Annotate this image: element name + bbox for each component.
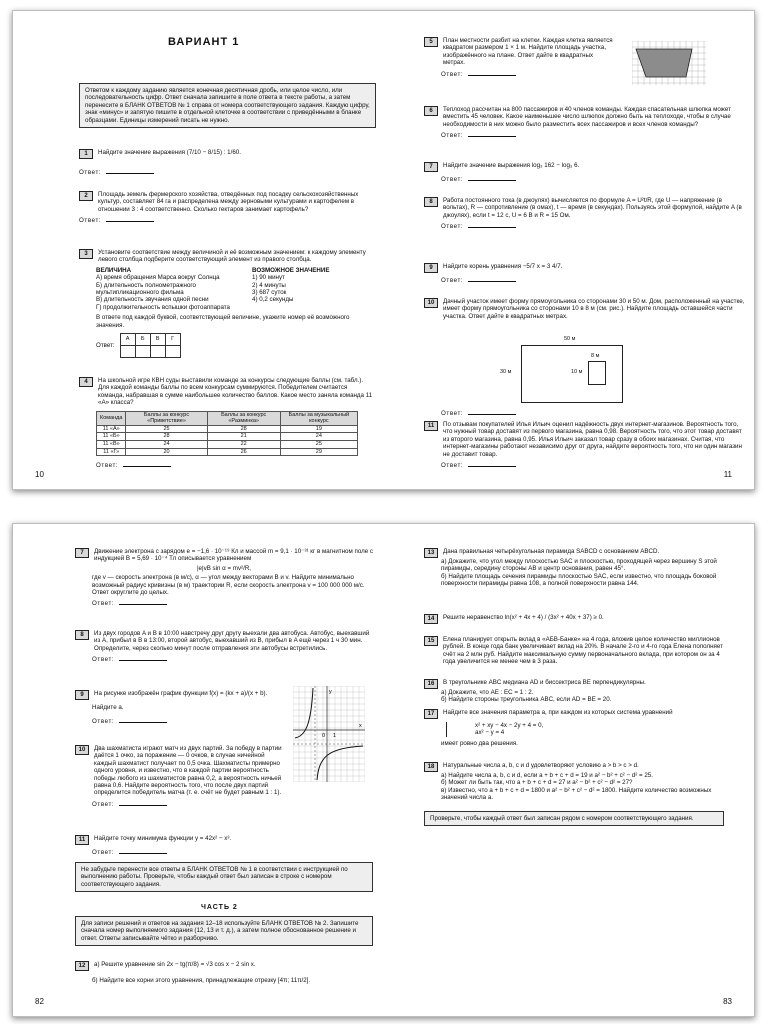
question-number: 7 (424, 162, 438, 172)
page-11 (384, 11, 754, 489)
question-number: 5 (424, 37, 438, 47)
question-number: 7 (75, 548, 89, 558)
plot-shape (636, 49, 692, 77)
equation: x² + xy − 4x − 2y + 4 = 0, (475, 722, 544, 729)
question-text: Найдите корень уравнения −5/7 x = 3 4/7. (443, 263, 563, 270)
question-text: В треугольнике ABC медиана AD и биссектриса BE перпендикулярны. (443, 679, 646, 686)
question-12 (75, 961, 373, 984)
question-part-c: в) Известно, что a + b + c + d = 1800 и a² − b² + c² − d² = 1800. Найдите количество возможных значений числа a. (441, 786, 712, 802)
table-header: Команда (97, 411, 126, 425)
question-part-a: а) Найдите числа a, b, c и d, если a + b + c + d = 19 и a² − b² + c² − d² = 25. (441, 772, 653, 779)
question-10 (424, 298, 746, 320)
question-1 (79, 149, 373, 176)
question-9 (75, 690, 285, 726)
question-footer: В ответе под каждой буквой, соответствующей величине, укажите номер её возможного значения. (96, 314, 350, 329)
left-item: Г) продолжительность вспышки фотоаппарата (96, 303, 231, 311)
question-number: 10 (75, 745, 89, 755)
question-13 (424, 548, 724, 588)
question-2 (79, 191, 373, 225)
question-number: 8 (424, 197, 438, 207)
tick-label: 1 (333, 733, 337, 739)
matching-columns (79, 267, 373, 311)
axis-label-x: x (359, 723, 362, 729)
question-text: Решите неравенство ln(x² + 4x + 4) / (3x² + 40x + 37) ≥ 0. (443, 614, 604, 621)
grid-letter: Г (165, 334, 180, 346)
question-sub: Найдите a. (92, 704, 124, 711)
formula: |e|vB sin α = mv²/R, (196, 564, 252, 572)
table-header: Баллы за конкурс «Разминка» (207, 411, 280, 425)
check-reminder-box: Проверьте, чтобы каждый ответ был записан рядом с номером соответствующего задания. (424, 811, 724, 826)
grid-letter: А (120, 334, 135, 346)
question-5 (424, 37, 614, 78)
question-text: Найдите значение выражения (7/10 − 8/15) : 1/60. (98, 149, 241, 156)
question-10 (75, 745, 287, 808)
answer-line[interactable]: Ответ: (441, 409, 516, 417)
question-number: 9 (424, 263, 438, 273)
question-text: План местности разбит на клетки. Каждая клетка является квадратом размером 1 × 1 м. Найдите площадь участка, изображённого на плане. Ответ дайте в квадратных метрах. (443, 37, 613, 67)
question-7 (424, 162, 746, 183)
axis-label-y: y (329, 689, 332, 695)
variant-title: ВАРИАНТ 1 (168, 36, 240, 48)
question-6 (424, 106, 746, 140)
question-text: Дачный участок имеет форму прямоугольника со сторонами 30 и 50 м. Дом, расположенный на участке, имеет форму прямоугольника со сторонами 10 в 8 м (см. рис.). Найдите площадь оставшейся части участка. Ответ дайте в квадратных метрах. (443, 298, 745, 320)
grid-cell[interactable] (120, 346, 135, 358)
question-text: Натуральные числа a, b, c и d удовлетворяют условию a > b > c > d. (443, 762, 639, 769)
answer-line[interactable]: Ответ: (424, 175, 746, 183)
answer-line[interactable]: Ответ: (75, 717, 285, 725)
page-number: 82 (35, 997, 44, 1006)
grid-cell[interactable] (150, 346, 165, 358)
question-number: 8 (75, 630, 89, 640)
right-item: 1) 90 минут (252, 274, 285, 282)
question-text: Два шахматиста играют матч из двух партий. За победу в партии даётся 1 очко, за поражение — 0 очков, в случае ничейной каждый шахматист получает по 0,5 очка. Шахматисты примерно одного уровня, и известно, что в каждой партии вероятность победы любого из шахматистов равна 0,2, а вероятность ничьей равна 0,6. Найдите вероятность того, что после двух партий определится победитель матча (т. е. счёт не будет равным 1 : 1). (94, 745, 282, 797)
grid-cell[interactable] (135, 346, 150, 358)
question-text: Установите соответствие между величиной и её возможным значением: к каждому элементу левого столбца подберите соответствующий элемент из правого столбца. (98, 249, 366, 264)
question-number: 3 (79, 249, 93, 259)
question-9 (424, 263, 746, 284)
question-15 (424, 636, 724, 666)
table-row: 11 «Б» 28 21 24 (97, 433, 358, 441)
question-number: 16 (424, 679, 438, 689)
page-number: 10 (35, 470, 44, 479)
question-text: Теплоход рассчитан на 800 пассажиров и 40 членов команды. Каждая спасательная шлюпка может вместить 45 человек. Какое наименьшее число шлюпок должно быть на теплоходе, чтобы в случае необходимости в них можно было разместить всех пассажиров и всех членов команды? (443, 106, 731, 128)
table-row: 11 «Г» 20 26 29 (97, 448, 358, 456)
question-part-a: а) Докажите, что AE : EC = 1 : 2. (441, 689, 534, 696)
reminder-box: Не забудьте перенести все ответы в БЛАНК ОТВЕТОВ № 1 в соответствии с инструкцией по выполнению работы. Проверьте, чтобы каждый ответ был записан в строке с номером соответствующего задания. (75, 862, 373, 892)
question-text: Площадь земель фермерского хозяйства, отведённых под посадку сельскохозяйственных культур, составляет 84 га и распределена между зерновыми культурами и картофелем в отношении 3 : 4 соответственно. Сколько гектаров занимает картофель? (98, 191, 359, 213)
answer-grid[interactable] (120, 333, 181, 358)
column-header-right: ВОЗМОЖНОЕ ЗНАЧЕНИЕ (252, 266, 330, 274)
answer-line[interactable]: Ответ: (424, 222, 746, 230)
question-number: 6 (424, 106, 438, 116)
question-text: На школьной игре КВН суды выставили команде за конкурсы следующие баллы (см. табл.). Для каждой команды баллы по всем конкурсам суммируются. Победителем считается команда, набравшая в сумме наибольшее количество баллов. Какое место заняла команда 11 «А» класса? (98, 377, 373, 407)
question-part-b: б) Найдите стороны треугольника ABC, если AD = BE = 20. (441, 696, 612, 704)
origin-label: 0 (322, 733, 326, 739)
question-number: 15 (424, 636, 438, 646)
q10-answer (441, 406, 516, 417)
figure-label: 10 м (571, 369, 583, 375)
question-number: 9 (75, 690, 89, 700)
question-7 (75, 548, 373, 608)
question-text: Работа постоянного тока (в джоулях) вычисляется по формуле A = U²t/R, где U — напряжение (в вольтах), R — сопротивление (в омах), t — время (в секундах). Пользуясь этой формулой, найдите A (в джоулях), если t = 12 c, U = 6 В и R = 15 Ом. (443, 197, 742, 219)
grid-letter: Б (135, 334, 150, 346)
question-8 (424, 197, 746, 231)
question-number: 11 (75, 835, 89, 845)
question-number: 17 (424, 709, 438, 719)
question-number: 10 (424, 298, 438, 308)
figure-label: 8 м (591, 353, 600, 359)
graph-grid (293, 686, 365, 782)
part-2-title: ЧАСТЬ 2 (201, 904, 238, 911)
question-number: 4 (79, 377, 93, 387)
table-row: 11 «В» 24 22 25 (97, 441, 358, 449)
book-spread-top (12, 10, 755, 490)
answer-line[interactable]: Ответ: (424, 276, 746, 284)
question-number: 14 (424, 614, 438, 624)
answer-line[interactable]: Ответ: (75, 655, 373, 663)
question-number: 12 (75, 961, 89, 971)
page-number: 83 (723, 997, 732, 1006)
question-16 (424, 679, 724, 704)
question-text: Найдите все значения параметра a, при каждом из которых система уравнений (443, 709, 673, 716)
page-82 (13, 524, 383, 1016)
graph-branch-left (295, 688, 313, 738)
grid-cell[interactable] (165, 346, 180, 358)
left-item: А) время обращения Марса вокруг Солнца (96, 274, 220, 282)
question-part-b: б) Может ли быть так, что a + b + c + d = 27 и a² − b² + c² − d² = 27? (441, 779, 633, 787)
left-item: В) длительность звучания одной песни (96, 296, 209, 304)
answer-line[interactable]: Ответ: (79, 168, 373, 176)
function-graph (293, 686, 365, 782)
question-14 (424, 614, 724, 624)
answer-line[interactable]: Ответ: (424, 461, 746, 469)
question-number: 13 (424, 548, 438, 558)
question-number: 1 (79, 149, 93, 159)
table-row: 11 «А» 25 28 19 (97, 425, 358, 433)
question-text: Из двух городов A и B в 10:00 навстречу друг другу выехали два автобуса. Автобус, выехавший из A, прибыл в B в 13:00, второй автобус, выехавший из B, прибыл в A ещё через 1 ч 30 мин. Определите, через сколько минут после отправления эти автобусы встретились. (94, 630, 370, 652)
question-text: Дана правильная четырёхугольная пирамида SABCD с основанием ABCD. (443, 548, 660, 555)
scores-table (96, 411, 358, 457)
table-header: Баллы за музыкальный конкурс (280, 411, 357, 425)
answer-line[interactable]: Ответ: (424, 131, 746, 139)
question-text: Движение электрона с зарядом e = −1,6 · 10⁻¹⁹ Кл и массой m = 9,1 · 10⁻³¹ кг в магнитном поле с индукцией B = 5,69 · 10⁻⁴ Тл описывается уравнением (94, 548, 373, 563)
part-2-instructions: Для записи решений и ответов на задания 12–18 используйте БЛАНК ОТВЕТОВ № 2. Запишите сначала номер выполняемого задания (12, 13 и т. д.), а затем полное обоснованное решение и ответ. Ответы записывайте чётко и разборчиво. (75, 916, 373, 946)
answer-line[interactable]: Ответ: (75, 848, 373, 856)
question-number: 11 (424, 421, 438, 431)
left-item: Б) длительность полнометражного мультипликационного фильма (96, 281, 196, 297)
house-rectangle (588, 361, 606, 385)
right-item: 3) 687 суток (252, 289, 287, 297)
page-number: 11 (723, 470, 732, 479)
question-text: Елена планирует открыть вклад в «АБВ-Банке» на 4 года, вложив целое количество миллионов рублей. В конце года банк увеличивает вклад на 20%. В начале 2-го и 4-го года Елена пополняет счёт на 2 млн руб. Найдите максимальную сумму первоначального вклада, при котором он за 4 года увеличится не менее чем в 3 раза. (443, 636, 723, 666)
answer-line[interactable]: Ответ: (79, 216, 373, 224)
figure-label: 30 м (500, 369, 512, 375)
grid-letter: В (150, 334, 165, 346)
column-header-left: ВЕЛИЧИНА (96, 266, 132, 274)
question-part-a: а) Докажите, что угол между плоскостью SAC и плоскостью, проходящей через вершину S этой пирамиды, середину стороны AB и центр основания, равен 45°. (441, 558, 717, 573)
graph-branch-right (317, 746, 363, 780)
answer-grid-row: Ответ: А Б В Г (79, 333, 373, 358)
question-17 (424, 709, 724, 747)
page-83 (384, 524, 754, 1016)
question-number: 2 (79, 191, 93, 201)
question-8 (75, 630, 373, 664)
right-item: 2) 4 минуты (252, 281, 286, 289)
answer-line[interactable]: Ответ: (424, 70, 614, 78)
question-text: Найдите точку минимума функции y = 42x² − x³. (94, 835, 232, 842)
question-text: На рисунке изображён график функции f(x) = (kx + a)/(x + b). (94, 690, 268, 697)
instructions-box: Ответом к каждому заданию является конечная десятичная дробь, или целое число, или последовательность цифр. Ответ сначала запишите в поле ответа в тексте работы, а затем перенесите в БЛАНК ОТВЕТОВ № 1 справа от номера соответствующего задания. Каждую цифру, знак «минус» и запятую пишите в отдельной клеточке в соответствии с приведёнными в бланке образцами. Единицы измерений писать не нужно. (79, 83, 376, 128)
question-4 (79, 377, 373, 470)
question-11 (75, 835, 373, 856)
answer-line[interactable]: Ответ: (75, 800, 287, 808)
question-18 (424, 762, 724, 802)
equation: ax² − y = 4 (475, 729, 505, 737)
book-spread-bottom (12, 523, 755, 1017)
equation-system (446, 722, 724, 737)
plot-grid-figure (632, 41, 706, 85)
question-3 (79, 249, 373, 358)
question-text-continued: имеет ровно два решения. (441, 739, 518, 747)
question-part-b: б) Найдите площадь сечения пирамиды плоскостью SAC, если известно, что площадь боковой поверхности пирамиды равна 108, а полной поверхности равна 144. (441, 572, 717, 588)
question-text-a: а) Решите уравнение sin 2x − tg(π/8) = √3 cos x − 2 sin x. (94, 961, 256, 968)
right-item: 4) 0,2 секунды (252, 296, 294, 304)
question-text: По отзывам покупателей Илья Ильич оценил надёжность двух интернет-магазинов. Вероятность того, что нужный товар доставят из первого магазина, равна 0,98. Вероятность того, что этот товар доставят из второго магазина, равна 0,95. Илья Ильич заказал товар сразу в обоих магазинах. Считая, что интернет-магазины работают независимо друг от друга, найдите вероятность того, что ни один магазин не доставит товар. (443, 421, 742, 458)
table-header: Баллы за конкурс «Приветствие» (126, 411, 207, 425)
answer-line[interactable]: Ответ: (75, 599, 373, 607)
figure-label: 50 м (564, 336, 576, 342)
answer-line[interactable]: Ответ: (79, 461, 373, 469)
question-text: Найдите значение выражения log₃ 162 − log₃ 6. (443, 162, 580, 169)
question-11 (424, 421, 746, 469)
question-number: 18 (424, 762, 438, 772)
question-text-continued: где v — скорость электрона (в м/с), α — угол между векторами B и v. Найдите минимально возможный радиус кривизны (в м) траектории R, если скорость электрона v = 100 000 000 м/с. Ответ округлите до целых. (92, 574, 365, 597)
question-text-b: б) Найдите все корни этого уравнения, принадлежащие отрезку [4π; 11π/2]. (92, 977, 311, 984)
page-10 (13, 11, 383, 489)
